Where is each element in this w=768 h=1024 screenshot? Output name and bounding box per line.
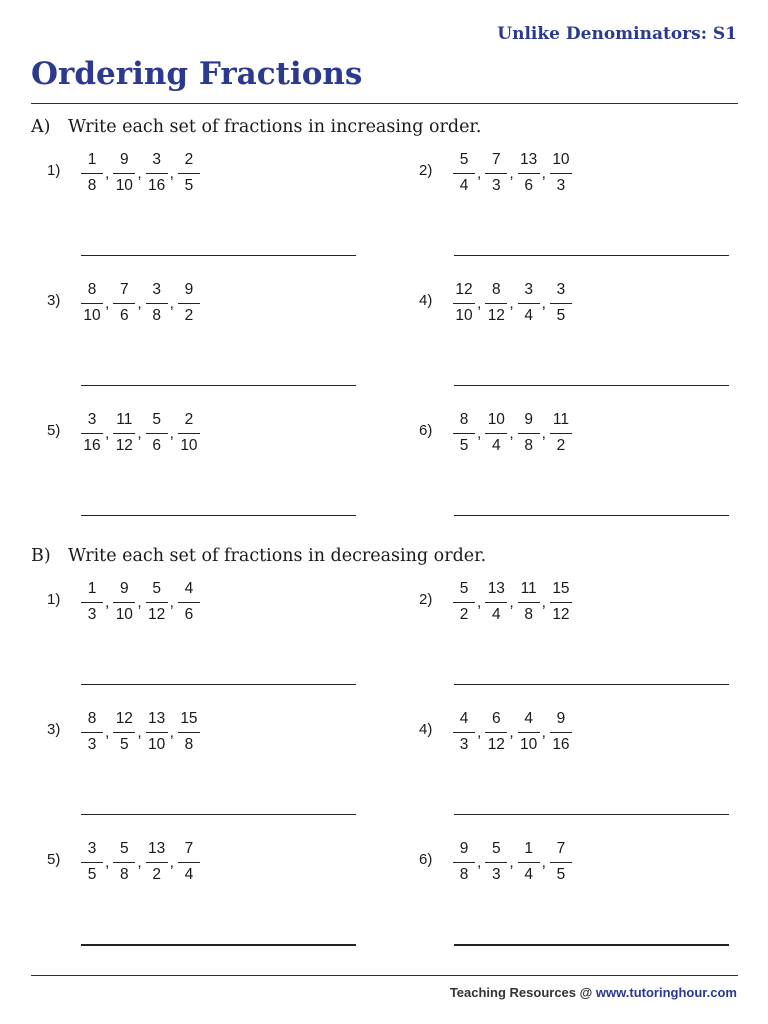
fraction: [81, 709, 103, 755]
fraction-numerator: 10: [550, 150, 572, 174]
footer-link[interactable]: www.tutoringhour.com: [595, 985, 737, 1000]
answer-line[interactable]: [454, 385, 729, 386]
fraction-numerator: 5: [485, 839, 507, 863]
problem-number: 1): [47, 591, 61, 608]
answer-line[interactable]: [454, 515, 729, 516]
answer-line[interactable]: [81, 814, 356, 815]
answer-line[interactable]: [81, 944, 356, 946]
fraction-separator: ,: [137, 594, 142, 611]
fraction: [485, 709, 507, 755]
fraction: [485, 579, 507, 625]
fraction-denominator: 8: [459, 866, 469, 883]
fraction: [453, 410, 475, 456]
fraction-numerator: 4: [453, 709, 475, 733]
fraction-numerator: 7: [178, 839, 200, 863]
fraction-numerator: 3: [81, 839, 103, 863]
fraction-list: [81, 705, 200, 759]
fraction-numerator: 5: [113, 839, 135, 863]
fraction-list: [81, 835, 200, 889]
fraction-numerator: 1: [518, 839, 540, 863]
fraction: [113, 579, 135, 625]
fraction-denominator: 3: [556, 177, 566, 194]
fraction-separator: ,: [541, 425, 546, 442]
fraction-separator: ,: [477, 295, 482, 312]
fraction-numerator: 5: [453, 579, 475, 603]
fraction: [550, 280, 572, 326]
fraction-denominator: 16: [552, 736, 570, 753]
fraction: [81, 579, 103, 625]
fraction-denominator: 10: [455, 307, 473, 324]
fraction-numerator: 9: [453, 839, 475, 863]
fraction-separator: ,: [137, 425, 142, 442]
section-b-letter: B): [31, 546, 51, 566]
fraction-numerator: 3: [518, 280, 540, 304]
fraction-numerator: 1: [81, 150, 103, 174]
fraction-numerator: 8: [81, 280, 103, 304]
fraction-denominator: 2: [184, 307, 194, 324]
answer-line[interactable]: [454, 944, 729, 946]
fraction-numerator: 5: [146, 579, 168, 603]
fraction: [113, 150, 135, 196]
fraction-denominator: 3: [87, 606, 97, 623]
fraction-numerator: 11: [550, 410, 572, 434]
fraction-denominator: 8: [524, 437, 533, 454]
fraction-numerator: 9: [113, 150, 135, 174]
answer-line[interactable]: [454, 814, 729, 815]
fraction-separator: ,: [541, 724, 546, 741]
fraction-denominator: 5: [120, 736, 129, 753]
fraction-numerator: 12: [113, 709, 135, 733]
fraction-separator: ,: [169, 594, 174, 611]
fraction-separator: ,: [105, 165, 110, 182]
fraction-separator: ,: [105, 295, 110, 312]
fraction-list: [453, 835, 572, 889]
fraction-separator: ,: [137, 854, 142, 871]
problem-number: 2): [419, 591, 433, 608]
fraction-numerator: 3: [146, 280, 168, 304]
answer-line[interactable]: [81, 255, 356, 256]
fraction-numerator: 7: [550, 839, 572, 863]
answer-line[interactable]: [454, 684, 729, 685]
fraction-numerator: 13: [146, 839, 168, 863]
problem: [47, 406, 347, 460]
fraction-denominator: 4: [492, 606, 501, 623]
fraction-numerator: 7: [113, 280, 135, 304]
fraction-numerator: 3: [146, 150, 168, 174]
fraction-separator: ,: [137, 724, 142, 741]
fraction-denominator: 10: [83, 307, 101, 324]
answer-line[interactable]: [81, 684, 356, 685]
fraction-separator: ,: [477, 854, 482, 871]
problem-number: 5): [47, 851, 61, 868]
fraction-numerator: 11: [113, 410, 135, 434]
problem: [419, 835, 719, 889]
worksheet-subtitle: Unlike Denominators: S1: [497, 24, 737, 44]
problem-number: 6): [419, 422, 433, 439]
fraction: [146, 280, 168, 326]
fraction: [453, 709, 475, 755]
problem: [47, 705, 347, 759]
fraction-numerator: 9: [178, 280, 200, 304]
fraction: [518, 150, 540, 196]
fraction: [81, 839, 103, 885]
fraction-denominator: 12: [115, 437, 133, 454]
fraction: [453, 280, 475, 326]
fraction: [485, 280, 507, 326]
fraction-denominator: 10: [520, 736, 538, 753]
problem-number: 3): [47, 721, 61, 738]
fraction: [485, 410, 507, 456]
header-divider: [31, 103, 738, 104]
section-a-heading: [31, 117, 481, 137]
fraction-numerator: 6: [485, 709, 507, 733]
problem: [47, 146, 347, 200]
fraction-numerator: 9: [518, 410, 540, 434]
fraction-numerator: 2: [178, 150, 200, 174]
fraction-denominator: 3: [492, 177, 501, 194]
fraction-numerator: 8: [485, 280, 507, 304]
fraction-denominator: 6: [524, 177, 533, 194]
fraction-denominator: 16: [148, 177, 166, 194]
fraction-separator: ,: [509, 854, 514, 871]
fraction-denominator: 8: [524, 606, 533, 623]
fraction-denominator: 5: [459, 437, 469, 454]
fraction: [178, 839, 200, 885]
answer-line[interactable]: [81, 515, 356, 516]
fraction-separator: ,: [541, 165, 546, 182]
fraction-separator: ,: [509, 425, 514, 442]
fraction-separator: ,: [137, 165, 142, 182]
section-b-heading: [31, 546, 486, 566]
fraction-numerator: 8: [453, 410, 475, 434]
fraction-numerator: 5: [453, 150, 475, 174]
fraction-denominator: 12: [487, 307, 505, 324]
fraction-denominator: 12: [552, 606, 570, 623]
problem-number: 2): [419, 162, 433, 179]
fraction-separator: ,: [509, 165, 514, 182]
fraction-list: [453, 705, 572, 759]
problem: [47, 835, 347, 889]
fraction-separator: ,: [541, 594, 546, 611]
fraction-separator: ,: [477, 594, 482, 611]
fraction-numerator: 11: [518, 579, 540, 603]
fraction-separator: ,: [105, 425, 110, 442]
fraction-separator: ,: [541, 854, 546, 871]
fraction-denominator: 10: [148, 736, 166, 753]
fraction-denominator: 3: [87, 736, 97, 753]
problem-number: 5): [47, 422, 61, 439]
fraction-numerator: 3: [550, 280, 572, 304]
fraction: [485, 839, 507, 885]
fraction-denominator: 10: [115, 606, 133, 623]
fraction: [113, 280, 135, 326]
footer-divider: [31, 975, 738, 976]
fraction: [453, 150, 475, 196]
problem: [419, 276, 719, 330]
fraction-numerator: 13: [485, 579, 507, 603]
answer-line[interactable]: [454, 255, 729, 256]
fraction: [453, 579, 475, 625]
fraction-numerator: 2: [178, 410, 200, 434]
footer-prefix: Teaching Resources @: [449, 985, 596, 1000]
fraction: [81, 150, 103, 196]
problem: [47, 276, 347, 330]
fraction-numerator: 1: [81, 579, 103, 603]
fraction-numerator: 15: [178, 709, 200, 733]
fraction: [81, 280, 103, 326]
fraction-denominator: 10: [180, 437, 198, 454]
fraction-list: [81, 575, 200, 629]
fraction: [518, 579, 540, 625]
fraction-denominator: 12: [148, 606, 166, 623]
fraction-list: [81, 406, 200, 460]
fraction: [518, 709, 540, 755]
fraction: [550, 579, 572, 625]
fraction-denominator: 3: [492, 866, 501, 883]
fraction: [453, 839, 475, 885]
fraction: [113, 839, 135, 885]
fraction-list: [453, 146, 572, 200]
fraction: [178, 150, 200, 196]
problem-number: 1): [47, 162, 61, 179]
page-title: Ordering Fractions: [31, 56, 363, 92]
fraction-numerator: 8: [81, 709, 103, 733]
fraction: [550, 709, 572, 755]
fraction-numerator: 9: [550, 709, 572, 733]
fraction-numerator: 9: [113, 579, 135, 603]
fraction-separator: ,: [509, 724, 514, 741]
fraction-numerator: 10: [485, 410, 507, 434]
fraction-denominator: 4: [524, 866, 533, 883]
fraction-denominator: 2: [152, 866, 161, 883]
fraction-numerator: 4: [518, 709, 540, 733]
problem-number: 3): [47, 292, 61, 309]
section-b-instruction: Write each set of fractions in decreasing order.: [68, 546, 487, 566]
fraction: [518, 280, 540, 326]
fraction-denominator: 6: [120, 307, 129, 324]
fraction: [550, 150, 572, 196]
fraction-numerator: 13: [146, 709, 168, 733]
fraction-separator: ,: [105, 594, 110, 611]
problem: [47, 575, 347, 629]
fraction-separator: ,: [477, 425, 482, 442]
fraction-separator: ,: [137, 295, 142, 312]
problem: [419, 146, 719, 200]
fraction-denominator: 2: [556, 437, 566, 454]
fraction-separator: ,: [541, 295, 546, 312]
fraction-separator: ,: [169, 165, 174, 182]
answer-line[interactable]: [81, 385, 356, 386]
fraction-denominator: 5: [556, 307, 566, 324]
fraction: [178, 579, 200, 625]
fraction-denominator: 8: [87, 177, 97, 194]
fraction-denominator: 6: [184, 606, 194, 623]
fraction-denominator: 10: [115, 177, 133, 194]
fraction-numerator: 7: [485, 150, 507, 174]
fraction-denominator: 8: [184, 736, 194, 753]
section-a-instruction: Write each set of fractions in increasing order.: [68, 117, 482, 137]
fraction: [178, 410, 200, 456]
fraction-separator: ,: [169, 295, 174, 312]
fraction-denominator: 4: [492, 437, 501, 454]
problem: [419, 406, 719, 460]
fraction-separator: ,: [169, 724, 174, 741]
footer: [450, 985, 737, 1000]
fraction-separator: ,: [509, 295, 514, 312]
fraction: [518, 410, 540, 456]
fraction: [113, 709, 135, 755]
fraction-list: [81, 276, 200, 330]
fraction-separator: ,: [477, 165, 482, 182]
fraction-separator: ,: [105, 724, 110, 741]
problem: [419, 705, 719, 759]
fraction-denominator: 8: [152, 307, 161, 324]
fraction-list: [453, 406, 572, 460]
fraction-denominator: 3: [459, 736, 469, 753]
fraction-denominator: 8: [120, 866, 129, 883]
fraction: [113, 410, 135, 456]
fraction-denominator: 4: [184, 866, 194, 883]
fraction-list: [81, 146, 200, 200]
fraction-list: [453, 575, 572, 629]
fraction-separator: ,: [105, 854, 110, 871]
fraction: [146, 709, 168, 755]
fraction: [146, 579, 168, 625]
fraction-list: [453, 276, 572, 330]
fraction-separator: ,: [477, 724, 482, 741]
fraction-numerator: 4: [178, 579, 200, 603]
fraction: [146, 410, 168, 456]
fraction-denominator: 5: [184, 177, 194, 194]
fraction-separator: ,: [169, 854, 174, 871]
fraction: [178, 280, 200, 326]
fraction-denominator: 2: [459, 606, 469, 623]
fraction-numerator: 3: [81, 410, 103, 434]
problem: [419, 575, 719, 629]
problem-number: 4): [419, 292, 433, 309]
fraction-numerator: 13: [518, 150, 540, 174]
fraction-denominator: 16: [83, 437, 101, 454]
fraction-numerator: 15: [550, 579, 572, 603]
section-a-letter: A): [31, 117, 51, 137]
problem-number: 6): [419, 851, 433, 868]
fraction: [550, 410, 572, 456]
fraction-numerator: 12: [453, 280, 475, 304]
fraction: [146, 839, 168, 885]
fraction-denominator: 5: [87, 866, 97, 883]
fraction: [178, 709, 200, 755]
fraction-separator: ,: [169, 425, 174, 442]
fraction: [518, 839, 540, 885]
fraction: [550, 839, 572, 885]
problem-number: 4): [419, 721, 433, 738]
fraction-separator: ,: [509, 594, 514, 611]
fraction-denominator: 6: [152, 437, 161, 454]
fraction: [81, 410, 103, 456]
fraction-denominator: 4: [524, 307, 533, 324]
fraction-denominator: 4: [459, 177, 469, 194]
fraction: [485, 150, 507, 196]
fraction: [146, 150, 168, 196]
fraction-denominator: 5: [556, 866, 566, 883]
fraction-denominator: 12: [487, 736, 505, 753]
fraction-numerator: 5: [146, 410, 168, 434]
